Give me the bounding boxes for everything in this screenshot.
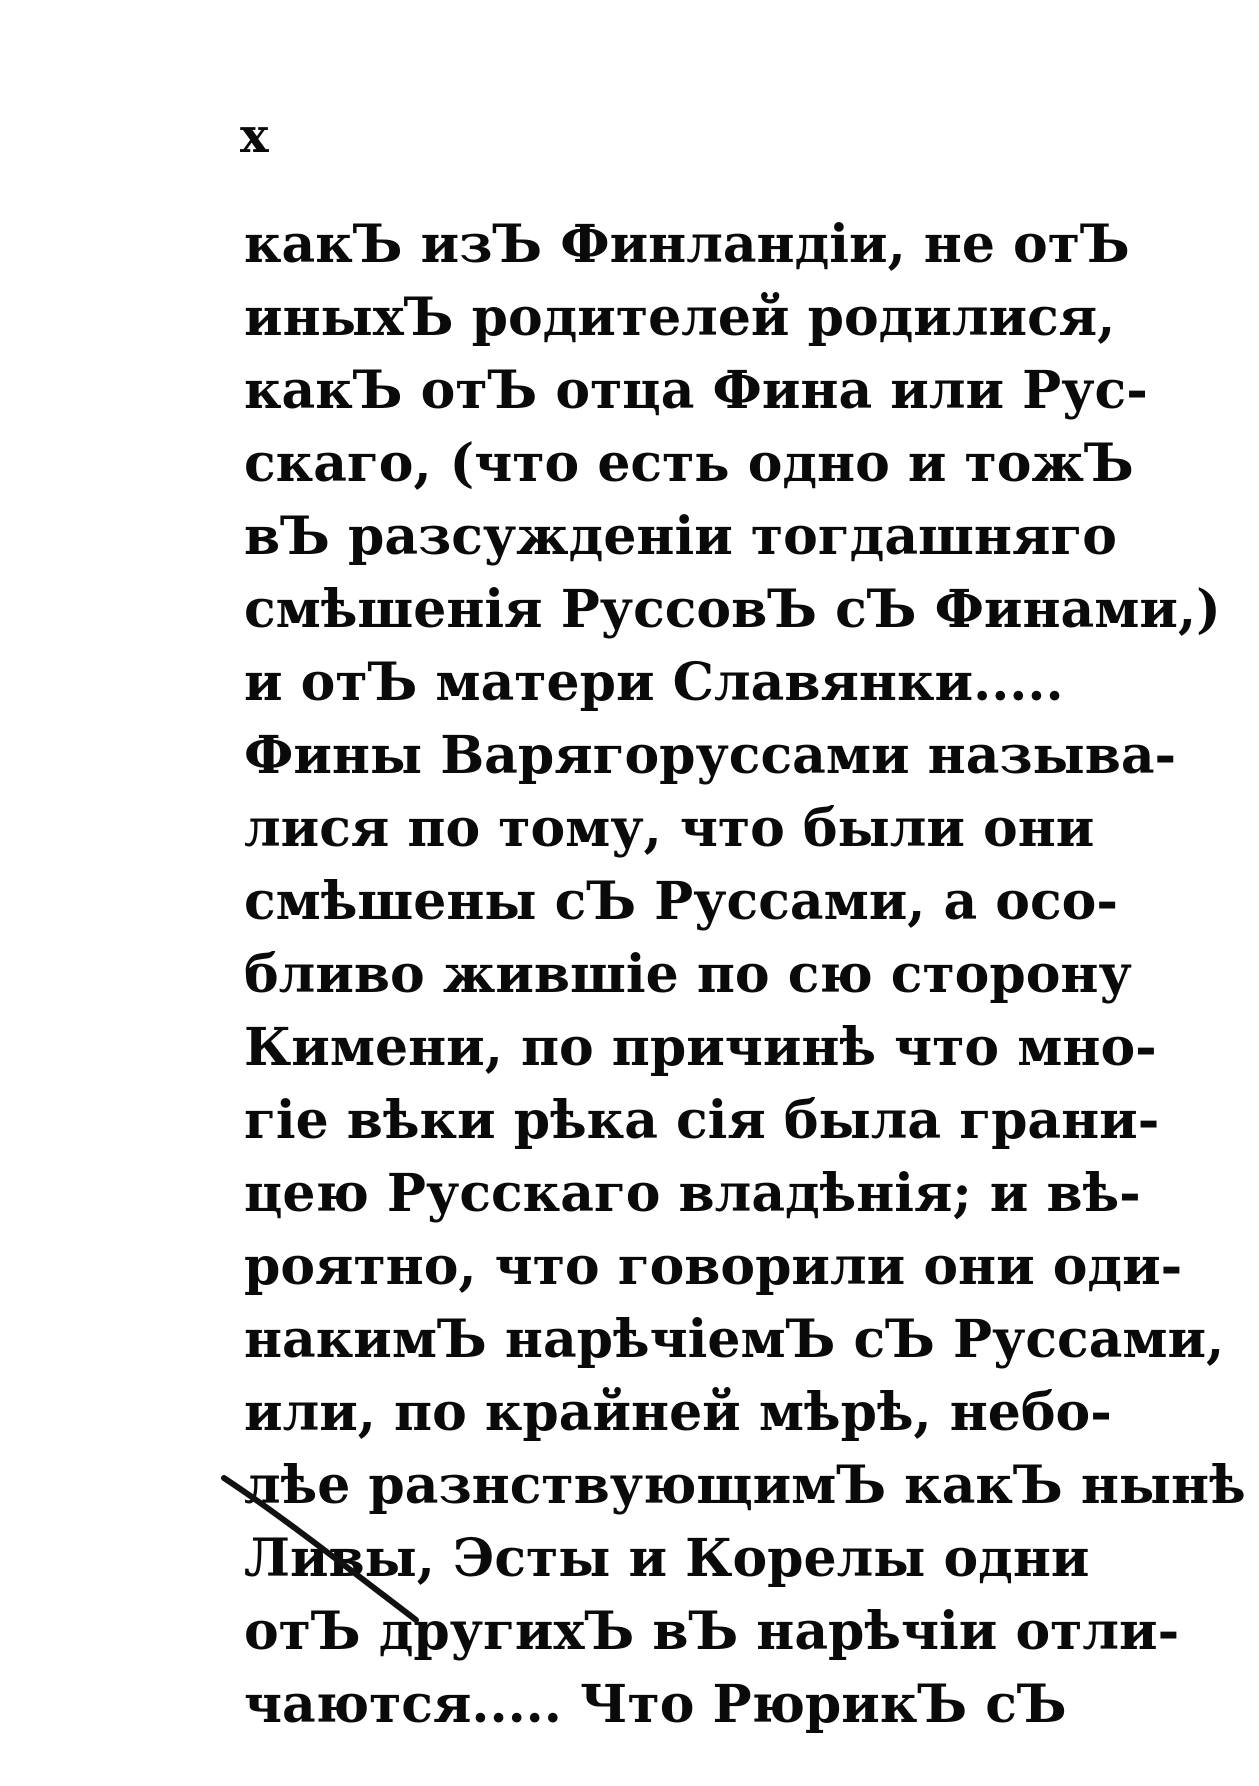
text-line-10: смѣшены сЪ Руссами, а осо- (244, 871, 1118, 932)
text-line-14: цею Русскаго владѣнія; и вѣ- (244, 1163, 1141, 1224)
text-line-13: гіе вѣки рѣка сія была грани- (244, 1090, 1160, 1151)
text-line-5: вЪ разсужденіи тогдашняго (244, 506, 1117, 567)
text-line-21: чаются..... Что РюрикЪ сЪ (244, 1674, 1067, 1735)
text-line-12: Кимени, по причинѣ что мно- (244, 1017, 1157, 1078)
text-line-8: Фины Варягоруссами называ- (244, 725, 1177, 786)
text-line-18: лѣе разнствующимЪ какЪ нынѣ (244, 1455, 1246, 1516)
text-line-15: роятно, что говорили они оди- (244, 1236, 1183, 1297)
text-line-16: накимЪ нарѣчіемЪ сЪ Руссами, (244, 1309, 1225, 1370)
text-line-2: иныхЪ родителей родилися, (244, 287, 1116, 348)
text-line-7: и отЪ матери Славянки..... (244, 652, 1064, 713)
text-line-6: смѣшенія РуссовЪ сЪ Финами,) (244, 579, 1221, 640)
text-line-1: какЪ изЪ Финландіи, не отЪ (244, 214, 1130, 275)
text-line-9: лися по тому, что были они (244, 798, 1095, 859)
text-line-20: отЪ другихЪ вЪ нарѣчіи отли- (244, 1601, 1180, 1662)
text-line-19: Ливы, Эсты и Корелы одни (244, 1528, 1090, 1589)
text-line-3: какЪ отЪ отца Фина или Рус- (244, 360, 1148, 421)
text-line-17: или, по крайней мѣрѣ, небо- (244, 1382, 1112, 1443)
text-line-4: скаго, (что есть одно и тожЪ (244, 433, 1134, 494)
body-text (244, 208, 1246, 1741)
page-number: x (240, 108, 270, 164)
text-line-11: бливо жившіе по сю сторону (244, 944, 1132, 1005)
